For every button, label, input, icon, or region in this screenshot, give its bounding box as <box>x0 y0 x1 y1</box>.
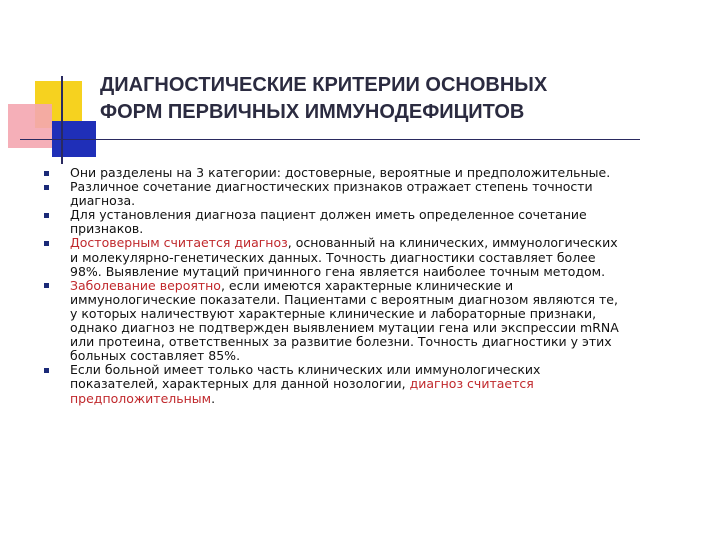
highlight-diagnosis-considered: диагноз считается <box>409 376 534 392</box>
bullet-text <box>70 392 680 406</box>
bullet-text: иммунологические показатели. Пациентами с вероятным диагнозом являются те, <box>70 291 618 307</box>
bullet-text: или протеина, ответственных за развитие болезни. Точность диагностики у этих <box>70 334 612 350</box>
bullet-text: Они разделены на 3 категории: достоверные, вероятные и предположительные. <box>70 165 611 180</box>
bullet-text: и молекулярно-генетических данных. Точность диагностики составляет более <box>70 249 596 265</box>
bullet-item-establishment <box>0 208 680 236</box>
bullet-text-part: показателей, характерных для данной нозологии, <box>70 376 410 392</box>
square-bullet-icon <box>44 241 49 246</box>
bullet-text: Различное сочетание диагностических признаков отражает степень точности <box>70 179 593 195</box>
bullet-item-presumptive <box>0 363 680 405</box>
bullet-text: однако диагноз не подтвержден выявлением мутации гена или экспрессии mRNA <box>70 320 619 336</box>
bullet-text: 98%. Выявление мутаций причинного гена является наиболее точным методом. <box>70 263 606 279</box>
bullet-text-part: . <box>211 390 216 406</box>
bullet-text: Для установления диагноза пациент должен иметь определенное сочетание <box>70 207 587 223</box>
highlight-probable-disease: Заболевание вероятно <box>70 277 221 293</box>
bullet-text: Если больной имеет только часть клинических или иммунологических <box>70 362 541 378</box>
bullet-text-rest: , основанный на клинических, иммунологических <box>287 235 618 251</box>
square-bullet-icon <box>44 213 49 218</box>
bullet-text: диагноза. <box>70 193 136 209</box>
bullet-text-rest: , если имеются характерные клинические и <box>220 277 514 293</box>
highlight-presumptive: предположительным <box>70 390 212 406</box>
bullet-text <box>70 279 680 293</box>
bullet-item-categories <box>0 166 680 180</box>
square-bullet-icon <box>44 283 49 288</box>
decor-vertical-line <box>61 76 63 164</box>
highlight-definite-diagnosis: Достоверным считается диагноз <box>70 235 288 251</box>
bullet-text <box>70 377 680 391</box>
square-bullet-icon <box>44 185 49 190</box>
bullet-item-combination <box>0 180 680 208</box>
bullet-list <box>0 166 720 406</box>
bullet-text: у которых наличествуют характерные клинические и лабораторные признаки, <box>70 305 597 321</box>
square-bullet-icon <box>44 368 49 373</box>
slide-title <box>100 72 680 126</box>
square-bullet-icon <box>44 171 49 176</box>
bullet-text <box>70 236 680 250</box>
title-line-1: ДИАГНОСТИЧЕСКИЕ КРИТЕРИИ ОСНОВНЫХ <box>100 74 548 96</box>
bullet-text: больных составляет 85%. <box>70 348 241 364</box>
bullet-item-definite <box>0 236 680 278</box>
title-line-2: ФОРМ ПЕРВИЧНЫХ ИММУНОДЕФИЦИТОВ <box>100 101 525 123</box>
decor-horizontal-line <box>20 139 640 140</box>
bullet-text: признаков. <box>70 221 144 237</box>
decor-pink-square <box>8 104 52 148</box>
bullet-item-probable <box>0 279 680 364</box>
